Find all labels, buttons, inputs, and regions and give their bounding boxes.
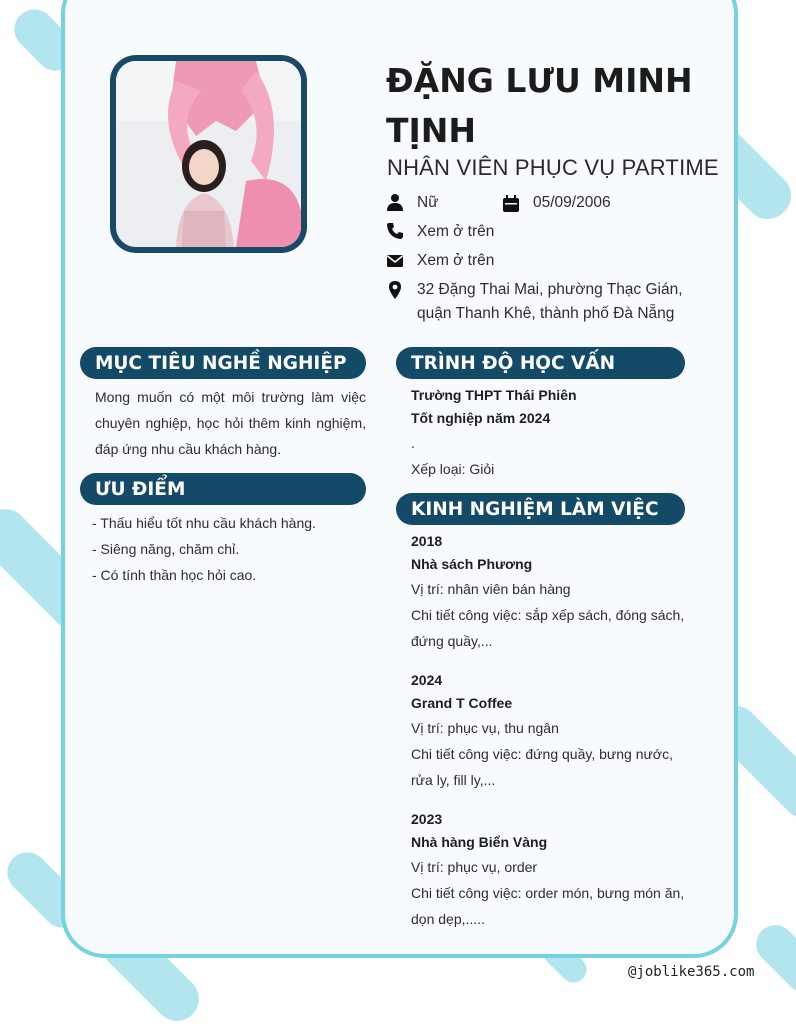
address-line-1: 32 Đặng Thai Mai, phường Thạc Gián, [417, 281, 683, 298]
job-year: 2024 [411, 672, 443, 688]
job-detail: đứng quầy,... [411, 633, 493, 649]
birthday-value: 05/09/2006 [533, 194, 611, 211]
watermark: @joblike365.com [628, 964, 755, 980]
strength-item: - Có tính thần học hỏi cao. [92, 567, 257, 583]
education-grade: Xếp loại: Giỏi [411, 461, 495, 477]
profile-photo-frame [110, 55, 307, 253]
profile-photo-illustration [116, 61, 301, 247]
job-position: Vị trí: phục vụ, order [411, 859, 538, 875]
calendar-icon [502, 195, 520, 213]
job-position: Vị trí: phục vụ, thu ngân [411, 720, 559, 736]
candidate-name: ĐẶNG LƯU MINH TỊNH [386, 61, 693, 150]
experience-heading: KINH NGHIỆM LÀM VIỆC [396, 493, 685, 525]
profile-photo [116, 61, 301, 247]
job-company: Nhà hàng Biển Vàng [411, 834, 548, 850]
decor-stripe [748, 917, 796, 1000]
school-name: Trường THPT Thái Phiên [411, 387, 577, 403]
education-dot: . [411, 435, 415, 451]
phone-value: Xem ở trên [417, 223, 495, 240]
job-company: Nhà sách Phương [411, 556, 533, 572]
objective-heading: MỤC TIÊU NGHỀ NGHIỆP [80, 347, 366, 379]
strength-item: - Thấu hiểu tốt nhu cầu khách hàng. [92, 515, 316, 531]
envelope-icon [386, 252, 404, 270]
job-position: Vị trí: nhân viên bán hàng [411, 581, 571, 597]
education-heading: TRÌNH ĐỘ HỌC VẤN [396, 347, 685, 379]
gender-value: Nữ [417, 194, 439, 211]
phone-icon [386, 222, 404, 240]
user-icon [386, 193, 404, 211]
job-detail: Chi tiết công việc: đứng quầy, bưng nước, [411, 746, 673, 762]
address-line-2: quận Thanh Khê, thành phố Đà Nẵng [417, 305, 675, 322]
job-detail: Chi tiết công việc: sắp xếp sách, đóng sách, [411, 607, 685, 623]
job-company: Grand T Coffee [411, 695, 513, 711]
job-detail: dọn dẹp,..... [411, 911, 485, 927]
strengths-heading: ƯU ĐIỂM [80, 473, 366, 505]
strength-item: - Siêng năng, chăm chỉ. [92, 541, 240, 557]
job-year: 2018 [411, 533, 443, 549]
graduation-year: Tốt nghiệp năm 2024 [411, 410, 551, 426]
candidate-role: NHÂN VIÊN PHỤC VỤ PARTIME [387, 155, 719, 180]
job-detail: Chi tiết công việc: order món, bưng món ăn, [411, 885, 685, 901]
objective-text: Mong muốn có một môi trường làm việc chuyên nghiệp, học hỏi thêm kinh nghiệm, đáp ứng nhu cầu khách hàng. [95, 389, 366, 457]
map-pin-icon [386, 281, 404, 299]
email-value: Xem ở trên [417, 252, 495, 269]
job-year: 2023 [411, 811, 443, 827]
job-detail: rửa ly, fill ly,... [411, 772, 496, 788]
